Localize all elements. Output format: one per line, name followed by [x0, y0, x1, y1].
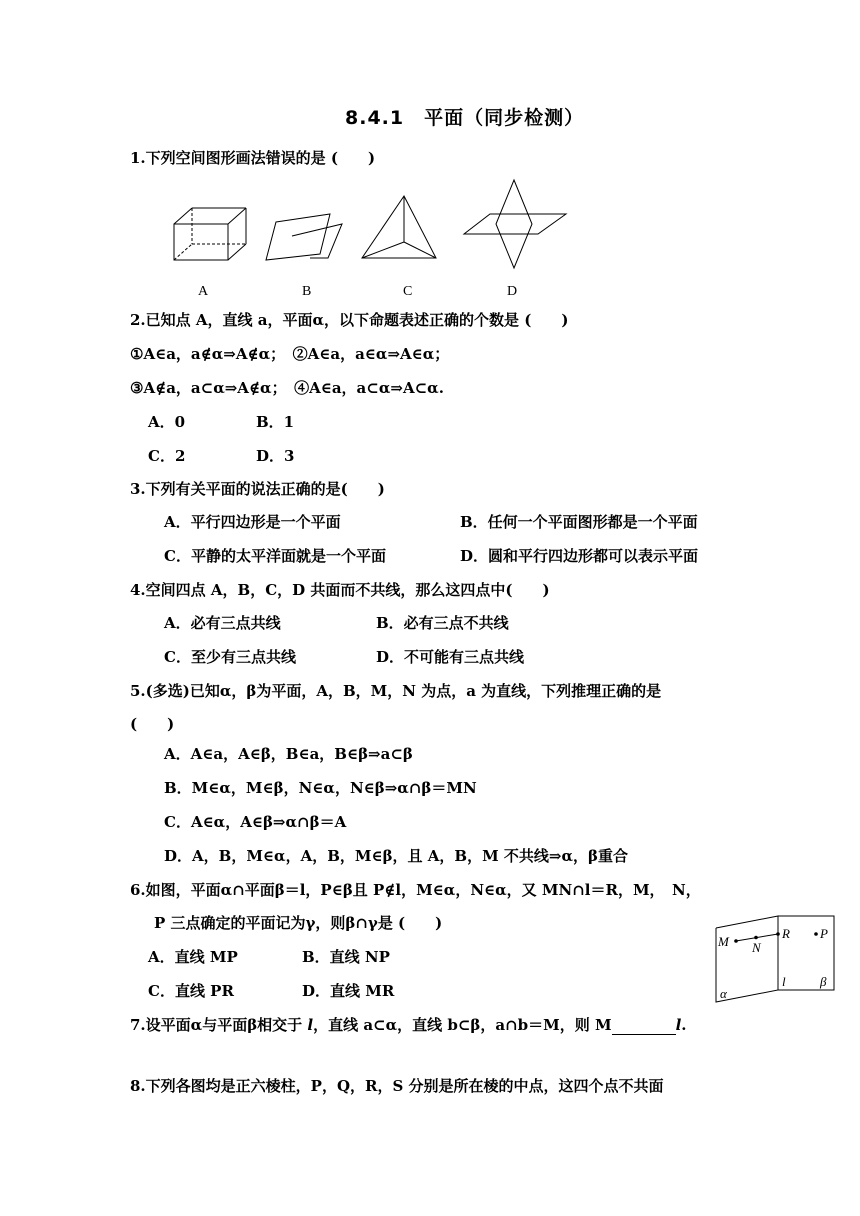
question-8-stem: 8.下列各图均是正六棱柱，P，Q，R，S 分别是所在棱的中点，这四个点不共面 [130, 1077, 664, 1095]
figure-label-n: N [752, 940, 761, 955]
figure-label-beta: β [820, 974, 827, 989]
question-3-option-b: B．任何一个平面图形都是一个平面 [460, 513, 698, 531]
question-7-stem [130, 1015, 687, 1035]
figure-b-planes [262, 212, 346, 264]
question-4-stem: 4.空间四点 A，B，C，D 共面而不共线，那么这四点中( ) [130, 581, 550, 599]
question-7-line-l-2: l [675, 1016, 682, 1034]
question-2-stem: 2.已知点 A，直线 a，平面α，以下命题表述正确的个数是 ( ) [130, 311, 569, 329]
figure-d-caption: D [507, 284, 518, 299]
question-5-stem-2: ( ) [130, 715, 175, 733]
figure-label-p: P [820, 926, 828, 941]
question-2-line-2: ③A∉a，a⊂α⇒A∉α； ④A∈a，a⊂α⇒A⊂α. [130, 379, 444, 397]
figure-c-caption: C [403, 284, 413, 299]
figure-label-m: M [718, 934, 729, 949]
figure-label-alpha: α [720, 986, 727, 1001]
question-7-stem-mid: ，直线 a⊂α，直线 b⊂β，a∩b＝M，则 M [313, 1016, 612, 1034]
question-4-option-c: C．至少有三点共线 [164, 648, 296, 666]
question-4-option-a: A．必有三点共线 [164, 614, 281, 632]
question-2-option-a: A．0 [148, 413, 186, 431]
question-3-option-a: A．平行四边形是一个平面 [164, 513, 341, 531]
question-5-option-d: D．A，B，M∈α，A，B，M∈β，且 A，B，M 不共线⇒α，β重合 [164, 847, 628, 865]
figure-label-r: R [782, 926, 790, 941]
question-3-stem: 3.下列有关平面的说法正确的是( ) [130, 480, 385, 498]
question-6-stem: 6.如图，平面α∩平面β＝l，P∈β且 P∉l，M∈α，N∈α，又 MN∩l＝R，M， N， [130, 881, 701, 899]
question-2-option-c: C．2 [148, 447, 186, 465]
figure-q6-planes [712, 910, 840, 1004]
question-6-option-a: A．直线 MP [148, 948, 238, 966]
figure-a-caption: A [198, 284, 209, 299]
question-6-option-d: D．直线 MR [302, 982, 395, 1000]
question-3-option-c: C．平静的太平洋面就是一个平面 [164, 547, 386, 565]
question-6-option-b: B．直线 NP [302, 948, 390, 966]
figure-c-tetrahedron [360, 192, 440, 264]
question-2-line-1: ①A∈a，a∉α⇒A∉α； ②A∈a，a∈α⇒A∈α； [130, 345, 450, 363]
figure-a-cube [168, 202, 250, 264]
figure-label-l: l [782, 974, 786, 989]
question-7-line-l: l [307, 1016, 314, 1034]
question-7-answer-blank[interactable] [612, 1019, 676, 1035]
page-title: 8.4.1 平面（同步检测） [345, 107, 585, 129]
figure-b-caption: B [302, 284, 312, 299]
question-5-option-b: B．M∈α，M∈β，N∈α，N∈β⇒α∩β＝MN [164, 779, 477, 797]
question-5-option-c: C．A∈α，A∈β⇒α∩β＝A [164, 813, 347, 831]
question-7-end: . [681, 1016, 687, 1034]
question-1-stem: 1.下列空间图形画法错误的是 ( ) [130, 149, 376, 167]
question-6-option-c: C．直线 PR [148, 982, 234, 1000]
question-6-stem-2: P 三点确定的平面记为γ，则β∩γ是 ( ) [154, 914, 443, 932]
question-2-option-b: B．1 [256, 413, 295, 431]
question-7-stem-pre: 7.设平面α与平面β相交于 [130, 1016, 308, 1034]
question-5-option-a: A．A∈a，A∈β，B∈a，B∈β⇒a⊂β [164, 745, 413, 763]
question-4-option-d: D．不可能有三点共线 [376, 648, 525, 666]
question-2-option-d: D．3 [256, 447, 295, 465]
question-4-option-b: B．必有三点不共线 [376, 614, 509, 632]
question-5-stem: 5.(多选)已知α，β为平面，A，B，M，N 为点，a 为直线，下列推理正确的是 [130, 682, 662, 700]
question-3-option-d: D．圆和平行四边形都可以表示平面 [460, 547, 699, 565]
figure-d-diamond [460, 178, 568, 270]
